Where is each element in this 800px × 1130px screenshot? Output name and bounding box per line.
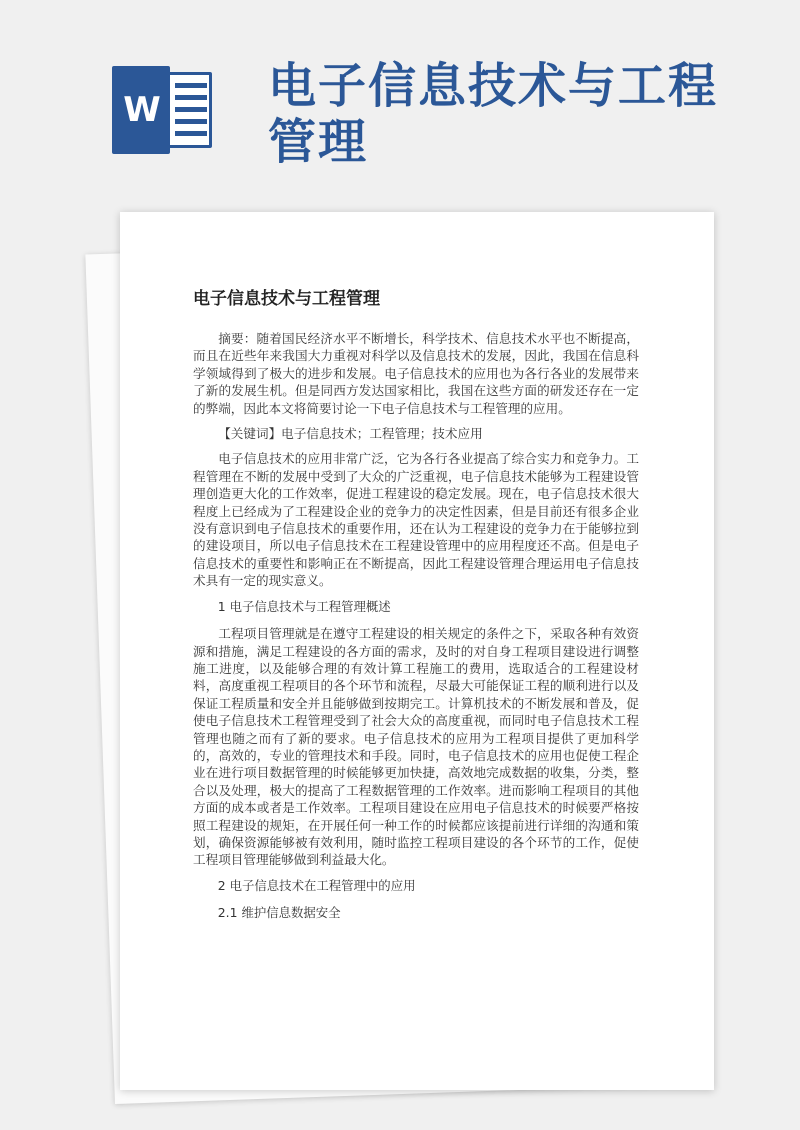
intro-paragraph: 电子信息技术的应用非常广泛，它为各行各业提高了综合实力和竞争力。工程管理在不断的发展中受到了大众的广泛重视，电子信息技术能够为工程建设管理创造更大化的工作效率，促进工程建设的稳定发展。现在，电子信息技术很大程度上已经成为了工程建设企业的竞争力的决定性因素，但是目前还有很多企业没有意识到电子信息技术的重要作用，还在认为工程建设的竞争力在于能够拉到的建设项目，所以电子信息技术在工程建设管理中的应用程度还不高。但是电子信息技术的重要性和影响正在不断提高，因此工程建设管理合理运用电子信息技术具有一定的现实意义。	[193, 451, 639, 589]
keywords-paragraph: 【关键词】电子信息技术；工程管理；技术应用	[218, 426, 483, 442]
document-page	[120, 212, 714, 1090]
section-1-paragraph: 工程项目管理就是在遵守工程建设的相关规定的条件之下，采取各种有效资源和措施，满足工程建设的各方面的需求，及时的对自身工程项目建设进行调整施工进度，以及能够合理的有效计算工程施工的费用，选取适合的工程建设材料，高度重视工程项目的各个环节和流程，尽最大可能保证工程的顺利进行以及保证工程质量和安全并且能够做到按期完工。计算机技术的不断发展和普及，促使电子信息技术工程管理受到了社会大众的高度重视，而同时电子信息技术工程管理也随之而有了新的要求。电子信息技术的应用为工程项目提供了更加科学的，高效的，专业的管理技术和手段。同时，电子信息技术的应用也促使工程企业在进行项目数据管理的时候能够更加快捷，高效地完成数据的收集，分类，整合以及处理，极大的提高了工程数据管理的工作效率。进而影响工程项目的其他方面的成本或者是工作效率。工程项目建设在应用电子信息技术的时候要严格按照工程建设的规矩，在开展任何一种工作的时候都应该提前进行详细的沟通和策划，确保资源能够被有效利用，随时监控工程项目建设的各个环节的工作，促使工程项目管理能够做到利益最大化。	[193, 626, 639, 868]
document-body	[193, 330, 639, 932]
abstract-paragraph: 摘要：随着国民经济水平不断增长，科学技术、信息技术水平也不断提高，而且在近些年来我国大力重视对科学以及信息技术的发展，因此，我国在信息科学领域得到了极大的进步和发展。电子信息技术的应用也为各行各业的发展带来了新的发展生机。但是同西方发达国家相比，我国在这些方面的研发还存在一定的弊端，因此本文将简要讨论一下电子信息技术与工程管理的应用。	[193, 331, 639, 416]
word-icon	[112, 66, 216, 154]
document-title: 电子信息技术与工程管理	[193, 289, 380, 309]
section-2-heading: 2 电子信息技术在工程管理中的应用	[217, 877, 416, 893]
hero-title: 电子信息技术与工程管理	[268, 58, 719, 170]
section-1-heading: 1 电子信息技术与工程管理概述	[217, 598, 391, 614]
word-badge: W	[112, 66, 170, 154]
section-2-1-heading: 2.1 维护信息数据安全	[217, 905, 341, 921]
